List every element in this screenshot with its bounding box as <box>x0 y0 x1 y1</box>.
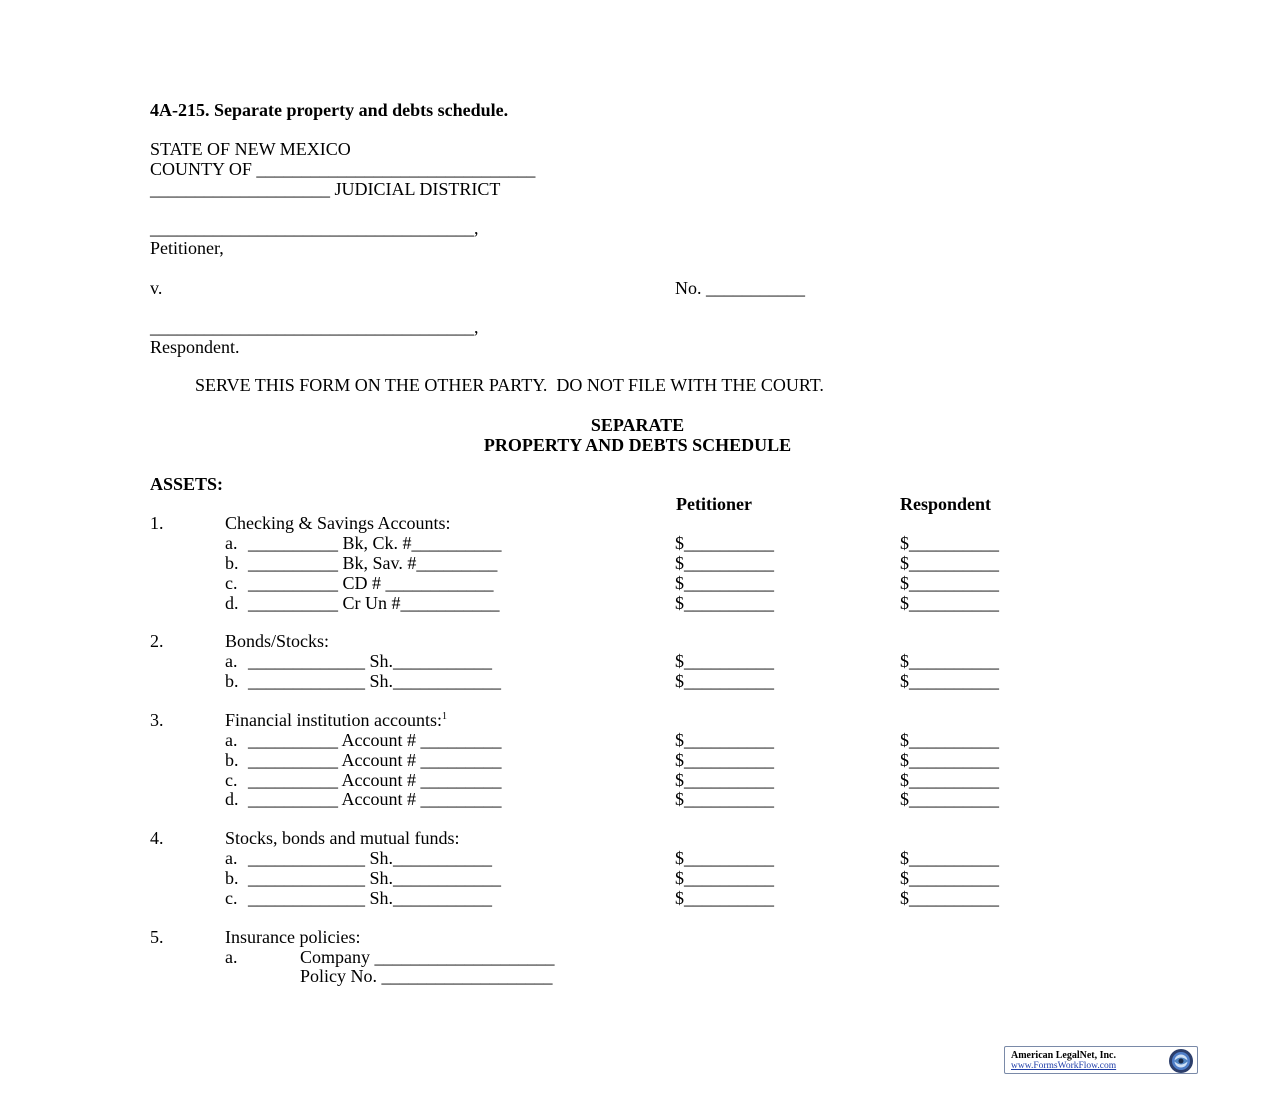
petitioner-amount: $__________ <box>675 888 774 908</box>
item-text: __________ Account # _________ <box>248 770 502 790</box>
section-title: Checking & Savings Accounts: <box>225 513 451 533</box>
respondent-amount: $__________ <box>900 553 999 573</box>
footer-badge[interactable] <box>1004 1046 1198 1074</box>
section-title: Bonds/Stocks: <box>225 631 330 651</box>
respondent-amount: $__________ <box>900 770 999 790</box>
respondent-amount: $__________ <box>900 730 999 750</box>
respondent-amount: $__________ <box>900 593 999 613</box>
section-number: 5. <box>150 927 164 947</box>
item-letter: a. <box>225 533 238 553</box>
item-letter: a. <box>225 947 238 967</box>
item-text: __________ Bk, Sav. #_________ <box>248 553 498 573</box>
footer-url-link[interactable]: www.FormsWorkFlow.com <box>1011 1061 1117 1071</box>
footer-company: American LegalNet, Inc. <box>1011 1050 1116 1061</box>
respondent-amount: $__________ <box>900 573 999 593</box>
form-title-line2: PROPERTY AND DEBTS SCHEDULE <box>483 435 792 455</box>
section-title: Stocks, bonds and mutual funds: <box>225 828 460 848</box>
item-letter: c. <box>225 770 238 790</box>
respondent-amount: $__________ <box>900 750 999 770</box>
respondent-column-header: Respondent <box>900 494 992 514</box>
item-letter: a. <box>225 848 238 868</box>
item-letter: c. <box>225 573 238 593</box>
item-letter: d. <box>225 593 239 613</box>
state-line: STATE OF NEW MEXICO <box>150 139 351 159</box>
respondent-amount: $__________ <box>900 868 999 888</box>
insurance-company-line: Company ____________________ <box>300 947 555 967</box>
respondent-label: Respondent. <box>150 337 240 357</box>
petitioner-amount: $__________ <box>675 750 774 770</box>
item-text: __________ CD # ____________ <box>248 573 494 593</box>
item-text: _____________ Sh.____________ <box>248 868 502 888</box>
service-notice: SERVE THIS FORM ON THE OTHER PARTY. DO NOT FILE WITH THE COURT. <box>195 375 824 395</box>
versus-label: v. <box>150 278 163 298</box>
petitioner-amount: $__________ <box>675 848 774 868</box>
respondent-blank: ____________________________________, <box>150 317 479 337</box>
footnote-marker: 1 <box>441 711 447 722</box>
item-text: __________ Account # _________ <box>248 730 502 750</box>
respondent-amount: $__________ <box>900 533 999 553</box>
respondent-amount: $__________ <box>900 671 999 691</box>
petitioner-amount: $__________ <box>675 593 774 613</box>
section-title: Insurance policies: <box>225 927 361 947</box>
respondent-amount: $__________ <box>900 651 999 671</box>
item-text: _____________ Sh.___________ <box>248 651 493 671</box>
petitioner-amount: $__________ <box>675 789 774 809</box>
petitioner-column-header: Petitioner <box>676 494 752 514</box>
section-title: Financial institution accounts: <box>225 710 442 730</box>
section-number: 3. <box>150 710 164 730</box>
item-text: __________ Account # _________ <box>248 750 502 770</box>
rule-title: 4A-215. Separate property and debts schedule. <box>150 100 509 120</box>
item-letter: a. <box>225 730 238 750</box>
item-text: __________ Account # _________ <box>248 789 502 809</box>
county-line: COUNTY OF _______________________________ <box>150 159 536 179</box>
item-text: __________ Cr Un #___________ <box>248 593 500 613</box>
item-text: _____________ Sh.____________ <box>248 671 502 691</box>
item-letter: b. <box>225 553 239 573</box>
item-text: _____________ Sh.___________ <box>248 888 493 908</box>
respondent-amount: $__________ <box>900 888 999 908</box>
insurance-policy-line: Policy No. ___________________ <box>300 966 553 986</box>
petitioner-amount: $__________ <box>675 533 774 553</box>
section-number: 4. <box>150 828 164 848</box>
petitioner-amount: $__________ <box>675 553 774 573</box>
section-title-wrapper <box>225 710 447 730</box>
respondent-amount: $__________ <box>900 789 999 809</box>
item-letter: b. <box>225 671 239 691</box>
case-number: No. ___________ <box>675 278 805 298</box>
petitioner-blank: ____________________________________, <box>150 218 479 238</box>
item-text: _____________ Sh.___________ <box>248 848 493 868</box>
petitioner-label: Petitioner, <box>150 238 224 258</box>
item-letter: b. <box>225 868 239 888</box>
item-text: __________ Bk, Ck. #__________ <box>248 533 502 553</box>
district-line: ____________________ JUDICIAL DISTRICT <box>150 179 501 199</box>
petitioner-amount: $__________ <box>675 671 774 691</box>
section-number: 2. <box>150 631 164 651</box>
item-letter: a. <box>225 651 238 671</box>
petitioner-amount: $__________ <box>675 868 774 888</box>
globe-logo-icon <box>1168 1048 1194 1074</box>
petitioner-amount: $__________ <box>675 730 774 750</box>
respondent-amount: $__________ <box>900 848 999 868</box>
assets-heading: ASSETS: <box>150 474 224 494</box>
form-title-line1: SEPARATE <box>590 415 685 435</box>
section-number: 1. <box>150 513 164 533</box>
petitioner-amount: $__________ <box>675 573 774 593</box>
item-letter: d. <box>225 789 239 809</box>
item-letter: c. <box>225 888 238 908</box>
petitioner-amount: $__________ <box>675 770 774 790</box>
petitioner-amount: $__________ <box>675 651 774 671</box>
item-letter: b. <box>225 750 239 770</box>
